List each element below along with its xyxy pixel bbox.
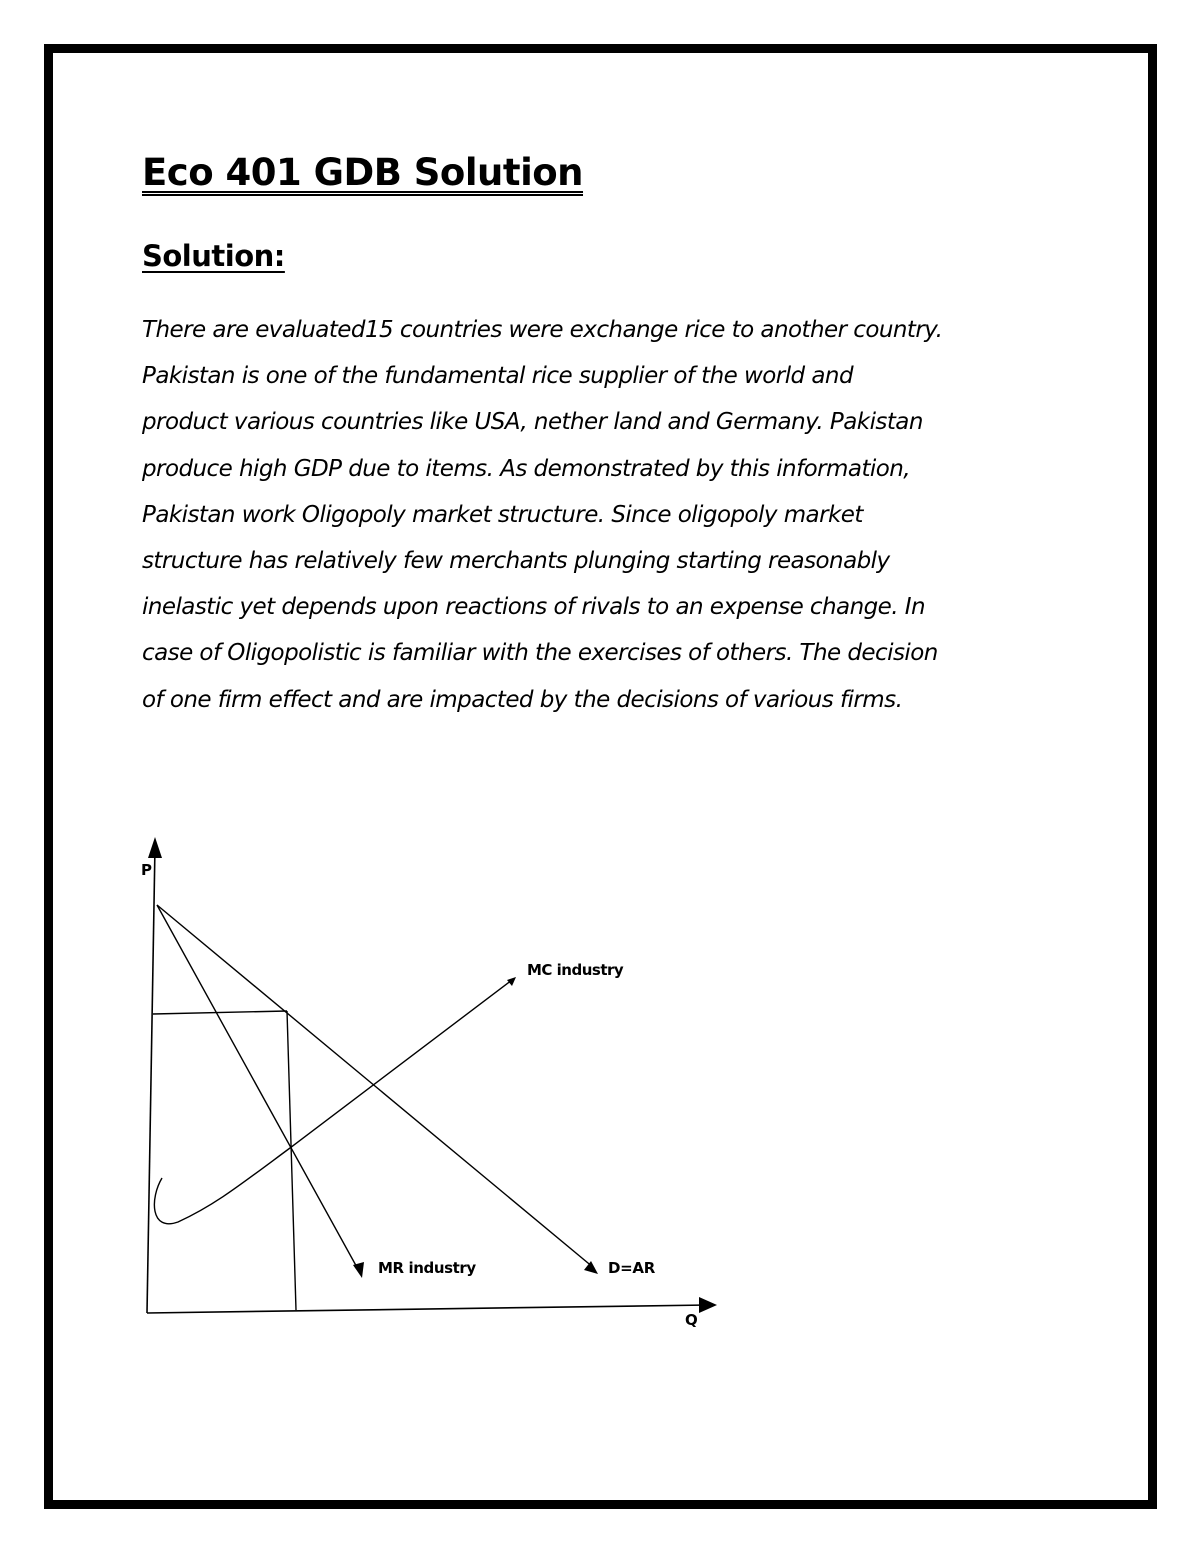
marginal-cost-curve <box>154 980 512 1224</box>
y-axis <box>147 846 155 1313</box>
paragraph-line: Pakistan work Oligopoly market structure. Since oligopoly market <box>142 501 863 528</box>
paragraph-line: structure has relatively few merchants plunging starting reasonably <box>142 548 890 575</box>
y-axis-label: P <box>141 861 152 879</box>
mr-industry-label: MR industry <box>378 1259 476 1277</box>
paragraph-line: produce high GDP due to items. As demonstrated by this information, <box>142 455 911 482</box>
price-guide-line <box>153 1011 287 1014</box>
paragraph-line: inelastic yet depends upon reactions of rivals to an expense change. In <box>142 594 926 621</box>
x-axis-arrow-icon <box>699 1297 717 1313</box>
paragraph-line: case of Oligopolistic is familiar with the exercises of others. The decision <box>142 640 938 667</box>
paragraph-line: There are evaluated15 countries were exchange rice to another country. <box>142 317 943 343</box>
demand-arrow-icon <box>584 1261 598 1274</box>
paragraph-line: of one firm effect and are impacted by the decisions of various firms. <box>142 686 903 713</box>
mc-industry-label: MC industry <box>527 961 624 979</box>
y-axis-arrow-icon <box>148 837 162 858</box>
demand-curve <box>157 905 594 1268</box>
quantity-guide-line <box>287 1011 296 1310</box>
paragraph-line: Pakistan is one of the fundamental rice supplier of the world and <box>142 363 853 390</box>
x-axis <box>147 1305 708 1313</box>
x-axis-label: Q <box>685 1311 698 1329</box>
solution-heading: Solution: <box>142 239 285 273</box>
document-title: Eco 401 GDB Solution <box>142 151 584 194</box>
demand-label: D=AR <box>608 1259 655 1277</box>
paragraph-line: product various countries like USA, nether land and Germany. Pakistan <box>142 409 923 436</box>
marginal-revenue-curve <box>157 905 359 1271</box>
mc-arrow-icon <box>507 977 516 986</box>
